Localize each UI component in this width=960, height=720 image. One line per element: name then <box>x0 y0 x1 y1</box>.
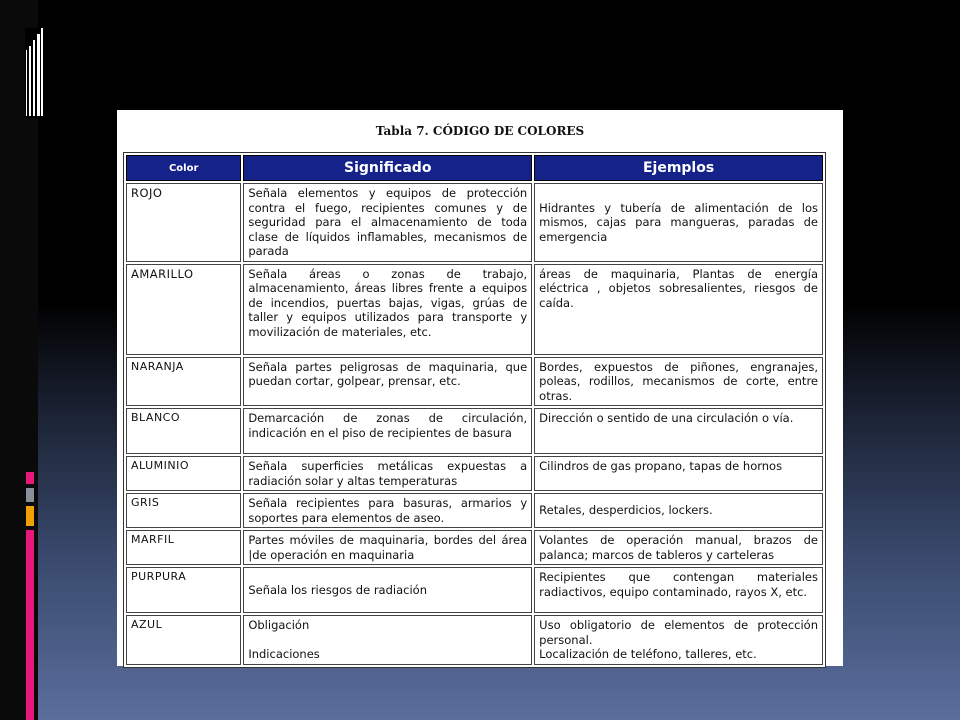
ejemplos-cell: áreas de maquinaria, Plantas de energía eléctrica , objetos sobresalientes, riesgos de caída. <box>534 264 823 355</box>
color-cell: ALUMINIO <box>126 456 241 491</box>
color-cell: GRIS <box>126 493 241 528</box>
ejemplos-cell <box>534 615 823 665</box>
table-row <box>126 183 823 262</box>
table-row <box>126 408 823 454</box>
ejemplos-line: Uso obligatorio de elementos de protección personal. <box>539 618 818 647</box>
table-row <box>126 567 823 613</box>
table-row <box>126 493 823 528</box>
ejemplos-cell: Bordes, expuestos de piñones, engranajes, poleas, rodillos, mecanismos de corte, entre otras. <box>534 357 823 407</box>
table-header-row <box>126 155 823 181</box>
ejemplos-cell: Dirección o sentido de una circulación o vía. <box>534 408 823 454</box>
significado-cell: Partes móviles de maquinaria, bordes del área |de operación en maquinaria <box>243 530 532 565</box>
significado-cell: Señala los riesgos de radiación <box>243 567 532 613</box>
table-row <box>126 456 823 491</box>
ejemplos-cell: Cilindros de gas propano, tapas de hornos <box>534 456 823 491</box>
color-cell: NARANJA <box>126 357 241 407</box>
table-row <box>126 264 823 355</box>
significado-cell: Señala partes peligrosas de maquinaria, que puedan cortar, golpear, prensar, etc. <box>243 357 532 407</box>
color-code-table <box>123 152 826 668</box>
ejemplos-cell: Hidrantes y tubería de alimentación de los mismos, cajas para mangueras, paradas de emergencia <box>534 183 823 262</box>
ejemplos-cell: Retales, desperdicios, lockers. <box>534 493 823 528</box>
header-significado: Significado <box>243 155 532 181</box>
significado-cell <box>243 615 532 665</box>
significado-cell: Señala elementos y equipos de protección contra el fuego, recipientes comunes y de seguridad para el almacenamiento de toda clase de líquidos inflamables, mecanismos de parada <box>243 183 532 262</box>
significado-line: Obligación <box>248 618 310 632</box>
color-cell: BLANCO <box>126 408 241 454</box>
color-cell: MARFIL <box>126 530 241 565</box>
document-image <box>117 110 843 666</box>
color-cell: ROJO <box>126 183 241 262</box>
header-ejemplos: Ejemplos <box>534 155 823 181</box>
table-row <box>126 357 823 407</box>
significado-cell: Demarcación de zonas de circulación, indicación en el piso de recipientes de basura <box>243 408 532 454</box>
ejemplos-cell: Volantes de operación manual, brazos de palanca; marcos de tableros y carteleras <box>534 530 823 565</box>
significado-cell: Señala áreas o zonas de trabajo, almacenamiento, áreas libres frente a equipos de incendios, puertas bajas, vigas, grúas de taller y equipos utilizados para transporte y movilización de materiales, etc. <box>243 264 532 355</box>
decorative-lines-graphic <box>25 28 43 118</box>
color-cell: PURPURA <box>126 567 241 613</box>
header-color: Color <box>126 155 241 181</box>
table-title: Tabla 7. CÓDIGO DE COLORES <box>375 124 585 138</box>
significado-line: Indicaciones <box>248 646 320 661</box>
ejemplos-cell: Recipientes que contengan materiales radiactivos, equipo contaminado, rayos X, etc. <box>534 567 823 613</box>
table-row <box>126 615 823 665</box>
color-cell: AZUL <box>126 615 241 665</box>
significado-cell: Señala recipientes para basuras, armarios y soportes para elementos de aseo. <box>243 493 532 528</box>
significado-cell: Señala superficies metálicas expuestas a radiación solar y altas temperaturas <box>243 456 532 491</box>
decorative-color-bars <box>26 472 34 720</box>
table-row <box>126 530 823 565</box>
ejemplos-line: Localización de teléfono, talleres, etc. <box>539 647 757 661</box>
color-cell: AMARILLO <box>126 264 241 355</box>
